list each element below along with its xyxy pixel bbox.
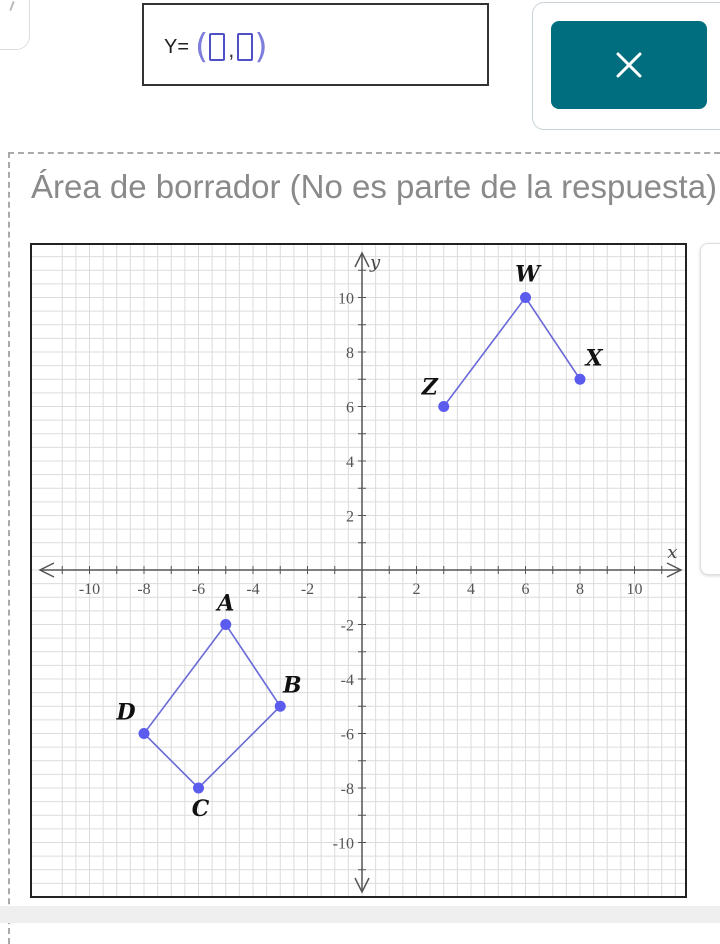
x-tick-label: 8 (576, 581, 584, 598)
point-c (193, 783, 204, 794)
y-tick-label: -8 (340, 781, 354, 798)
y-tick-label: -2 (340, 617, 354, 635)
bottom-bar (0, 906, 720, 923)
answer-expression (164, 27, 268, 67)
x-tick-label: -4 (246, 581, 260, 598)
point-label-w: W (515, 261, 540, 288)
y-tick-label: 8 (346, 345, 354, 362)
point-a (220, 619, 231, 630)
y-tick-label: 6 (346, 399, 354, 417)
answer-box (142, 3, 489, 86)
side-panel[interactable] (700, 243, 720, 575)
corner-tab[interactable] (0, 0, 30, 50)
point-z (438, 401, 449, 412)
point-label-a: A (217, 590, 235, 617)
point-x (575, 374, 586, 385)
point-label-z: Z (421, 374, 438, 401)
x-coordinate-input[interactable] (209, 33, 225, 61)
x-tick-label: 10 (626, 581, 643, 598)
x-tick-label: 2 (412, 581, 421, 598)
y-tick-label: 4 (346, 454, 354, 471)
coordinate-plane[interactable] (30, 243, 687, 898)
answer-label: Y= (164, 35, 190, 58)
comma: , (228, 37, 235, 62)
y-tick-label: 2 (346, 508, 354, 526)
point-label-c: C (191, 796, 210, 822)
y-tick-label: 10 (338, 290, 354, 308)
y-coordinate-input[interactable] (237, 33, 253, 61)
y-tick-label: -6 (340, 726, 354, 744)
x-tick-label: -6 (191, 581, 206, 598)
x-tick-label: 6 (521, 581, 530, 598)
point-d (139, 728, 150, 739)
close-paren: ) (254, 27, 268, 67)
close-icon (614, 50, 644, 80)
clear-button[interactable] (551, 21, 707, 109)
y-tick-label: -10 (332, 835, 354, 853)
tab-mark (9, 1, 14, 11)
x-tick-label: -8 (137, 581, 151, 598)
x-axis-label: x (667, 542, 678, 563)
point-label-b: B (282, 672, 302, 699)
scratch-area-title: Área de borrador (No es parte de la respuesta) (31, 168, 718, 205)
coordinate-plane-svg (32, 245, 687, 898)
x-tick-label: -2 (300, 581, 315, 598)
point-b (275, 701, 286, 712)
point-label-x: X (585, 345, 603, 372)
point-w (520, 292, 531, 303)
y-axis-label: y (370, 252, 381, 273)
point-label-d: D (116, 699, 136, 726)
x-tick-label: -10 (78, 581, 101, 598)
x-tick-label: 4 (467, 581, 475, 598)
y-tick-label: -4 (340, 672, 354, 689)
open-paren: ( (195, 27, 209, 67)
